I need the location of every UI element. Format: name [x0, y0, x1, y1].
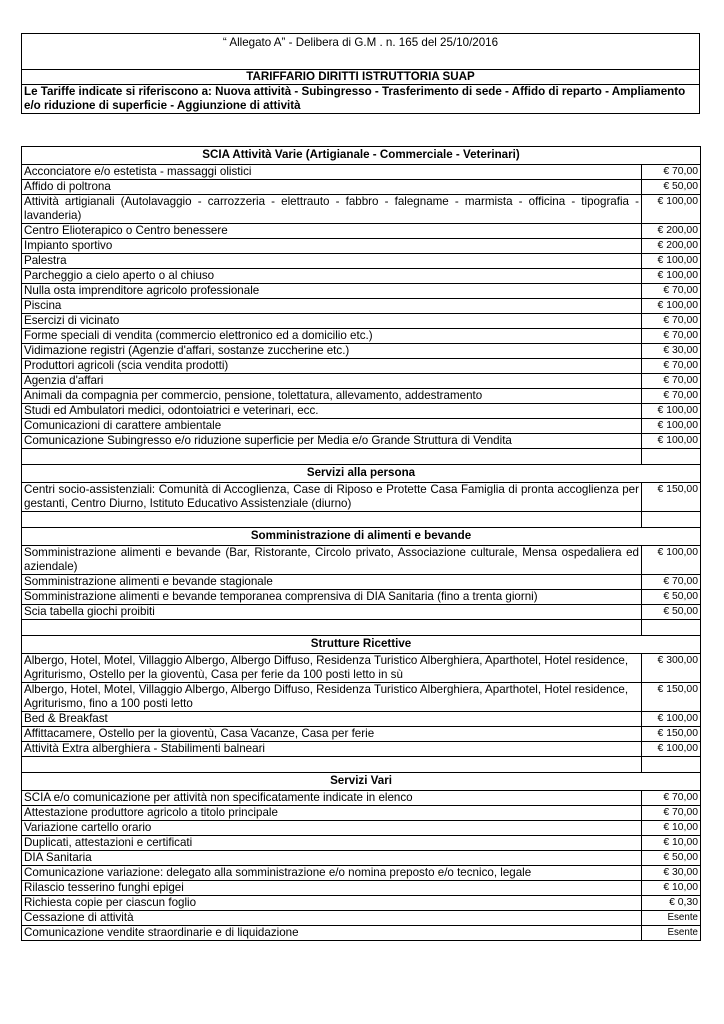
- fee-description: Albergo, Hotel, Motel, Villaggio Albergo, Albergo Diffuso, Residenza Turistico Alberghiera, Aparthotel, Hotel residence, Agriturismo, Ostello per la gioventù, Casa per ferie da 100 posti letto in sù: [22, 654, 642, 683]
- section-title: Somministrazione di alimenti e bevande: [22, 528, 701, 546]
- fee-amount: € 300,00: [642, 654, 701, 683]
- fee-amount: € 50,00: [642, 605, 701, 620]
- table-row: [22, 195, 701, 224]
- empty-cell: [642, 757, 701, 773]
- fee-amount: € 100,00: [642, 404, 701, 419]
- fee-amount: € 10,00: [642, 881, 701, 896]
- fee-amount: € 70,00: [642, 791, 701, 806]
- tariff-table: [21, 146, 701, 941]
- table-row: [22, 404, 701, 419]
- allegato-line: “ Allegato A” - Delibera di G.M . n. 165 del 25/10/2016: [22, 34, 700, 70]
- table-row: [22, 254, 701, 269]
- fee-description: Studi ed Ambulatori medici, odontoiatrici e veterinari, ecc.: [22, 404, 642, 419]
- table-row: [22, 314, 701, 329]
- section-header-row: [22, 147, 701, 165]
- fee-amount: € 100,00: [642, 299, 701, 314]
- table-row: [22, 926, 701, 941]
- fee-description: Produttori agricoli (scia vendita prodotti): [22, 359, 642, 374]
- fee-amount: € 10,00: [642, 821, 701, 836]
- fee-description: Rilascio tesserino funghi epigei: [22, 881, 642, 896]
- fee-amount: € 70,00: [642, 806, 701, 821]
- fee-description: Piscina: [22, 299, 642, 314]
- table-row: [22, 836, 701, 851]
- fee-amount: € 30,00: [642, 866, 701, 881]
- fee-amount: € 200,00: [642, 224, 701, 239]
- fee-description: Palestra: [22, 254, 642, 269]
- table-row: [22, 269, 701, 284]
- fee-amount: € 70,00: [642, 359, 701, 374]
- fee-description: Cessazione di attività: [22, 911, 642, 926]
- fee-amount: € 70,00: [642, 165, 701, 180]
- table-row: [22, 419, 701, 434]
- fee-description: Impianto sportivo: [22, 239, 642, 254]
- table-row: [22, 359, 701, 374]
- fee-amount: € 150,00: [642, 483, 701, 512]
- table-row: [22, 806, 701, 821]
- table-row: [22, 284, 701, 299]
- section-title: SCIA Attività Varie (Artigianale - Commerciale - Veterinari): [22, 147, 701, 165]
- fee-amount: Esente: [642, 926, 701, 941]
- table-row: [22, 224, 701, 239]
- table-row: [22, 165, 701, 180]
- section-header-row: [22, 528, 701, 546]
- fee-description: Affittacamere, Ostello per la gioventù, Casa Vacanze, Casa per ferie: [22, 727, 642, 742]
- table-row: [22, 881, 701, 896]
- table-row: [22, 821, 701, 836]
- empty-cell: [22, 512, 642, 528]
- section-title: Servizi Vari: [22, 773, 701, 791]
- tariff-body: [22, 147, 701, 941]
- table-row: [22, 911, 701, 926]
- fee-amount: € 70,00: [642, 575, 701, 590]
- table-row: [22, 299, 701, 314]
- fee-description: Richiesta copie per ciascun foglio: [22, 896, 642, 911]
- table-row: [22, 683, 701, 712]
- intro-text: Le Tariffe indicate si riferiscono a: Nuova attività - Subingresso - Trasferimento di sede - Affido di reparto - Ampliamento e/o riduzione di superficie - Aggiunzione di attività: [22, 85, 700, 114]
- fee-amount: € 100,00: [642, 419, 701, 434]
- fee-description: Comunicazione Subingresso e/o riduzione superficie per Media e/o Grande Struttura di Vendita: [22, 434, 642, 449]
- fee-description: Comunicazione variazione: delegato alla somministrazione e/o nomina preposto e/o tecnico, legale: [22, 866, 642, 881]
- table-row: [22, 546, 701, 575]
- fee-amount: € 30,00: [642, 344, 701, 359]
- table-row: [22, 180, 701, 195]
- fee-amount: € 10,00: [642, 836, 701, 851]
- fee-description: Somministrazione alimenti e bevande (Bar, Ristorante, Circolo privato, Associazione culturale, Mensa ospedaliera ed aziendale): [22, 546, 642, 575]
- fee-amount: € 100,00: [642, 712, 701, 727]
- table-row: [22, 590, 701, 605]
- fee-amount: € 100,00: [642, 195, 701, 224]
- section-header-row: [22, 636, 701, 654]
- fee-description: Forme speciali di vendita (commercio elettronico ed a domicilio etc.): [22, 329, 642, 344]
- fee-description: Attestazione produttore agricolo a titolo principale: [22, 806, 642, 821]
- spacer-row: [22, 512, 701, 528]
- fee-amount: € 150,00: [642, 727, 701, 742]
- fee-description: Bed & Breakfast: [22, 712, 642, 727]
- empty-cell: [642, 512, 701, 528]
- table-row: [22, 239, 701, 254]
- fee-amount: € 100,00: [642, 546, 701, 575]
- table-row: [22, 389, 701, 404]
- fee-description: Comunicazioni di carattere ambientale: [22, 419, 642, 434]
- fee-description: Attività Extra alberghiera - Stabilimenti balneari: [22, 742, 642, 757]
- section-header-row: [22, 465, 701, 483]
- fee-amount: € 70,00: [642, 329, 701, 344]
- empty-cell: [22, 757, 642, 773]
- fee-description: Centri socio-assistenziali: Comunità di Accoglienza, Case di Riposo e Protette Casa Famiglia di pronta accoglienza per gestanti, Centro Diurno, Istituto Educativo Assistenziale (diurno): [22, 483, 642, 512]
- fee-amount: € 100,00: [642, 742, 701, 757]
- table-row: [22, 329, 701, 344]
- document-title: TARIFFARIO DIRITTI ISTRUTTORIA SUAP: [22, 70, 700, 85]
- fee-description: Parcheggio a cielo aperto o al chiuso: [22, 269, 642, 284]
- table-row: [22, 654, 701, 683]
- spacer-row: [22, 757, 701, 773]
- empty-cell: [22, 620, 642, 636]
- fee-amount: € 100,00: [642, 269, 701, 284]
- fee-description: Centro Elioterapico o Centro benessere: [22, 224, 642, 239]
- fee-description: Agenzia d'affari: [22, 374, 642, 389]
- table-row: [22, 712, 701, 727]
- table-row: [22, 896, 701, 911]
- document-header: [21, 33, 700, 114]
- fee-description: Scia tabella giochi proibiti: [22, 605, 642, 620]
- fee-amount: € 50,00: [642, 590, 701, 605]
- table-row: [22, 374, 701, 389]
- fee-description: Acconciatore e/o estetista - massaggi olistici: [22, 165, 642, 180]
- fee-amount: € 70,00: [642, 374, 701, 389]
- fee-description: Somministrazione alimenti e bevande temporanea comprensiva di DIA Sanitaria (fino a trenta giorni): [22, 590, 642, 605]
- fee-description: Duplicati, attestazioni e certificati: [22, 836, 642, 851]
- fee-description: SCIA e/o comunicazione per attività non specificatamente indicate in elenco: [22, 791, 642, 806]
- fee-amount: € 70,00: [642, 314, 701, 329]
- fee-amount: € 50,00: [642, 851, 701, 866]
- empty-cell: [22, 449, 642, 465]
- table-row: [22, 605, 701, 620]
- fee-description: DIA Sanitaria: [22, 851, 642, 866]
- spacer-row: [22, 620, 701, 636]
- section-title: Strutture Ricettive: [22, 636, 701, 654]
- table-row: [22, 483, 701, 512]
- fee-amount: € 100,00: [642, 254, 701, 269]
- table-row: [22, 344, 701, 359]
- fee-amount: € 150,00: [642, 683, 701, 712]
- fee-amount: € 200,00: [642, 239, 701, 254]
- table-row: [22, 851, 701, 866]
- fee-description: Esercizi di vicinato: [22, 314, 642, 329]
- fee-amount: € 0,30: [642, 896, 701, 911]
- fee-amount: € 100,00: [642, 434, 701, 449]
- empty-cell: [642, 620, 701, 636]
- fee-amount: € 70,00: [642, 284, 701, 299]
- fee-description: Albergo, Hotel, Motel, Villaggio Albergo, Albergo Diffuso, Residenza Turistico Alberghiera, Aparthotel, Hotel residence, Agriturismo, fino a 100 posti letto: [22, 683, 642, 712]
- table-row: [22, 866, 701, 881]
- fee-description: Variazione cartello orario: [22, 821, 642, 836]
- fee-amount: € 70,00: [642, 389, 701, 404]
- table-row: [22, 727, 701, 742]
- spacer-row: [22, 449, 701, 465]
- fee-description: Affido di poltrona: [22, 180, 642, 195]
- section-title: Servizi alla persona: [22, 465, 701, 483]
- fee-description: Comunicazione vendite straordinarie e di liquidazione: [22, 926, 642, 941]
- table-row: [22, 575, 701, 590]
- section-header-row: [22, 773, 701, 791]
- fee-description: Nulla osta imprenditore agricolo professionale: [22, 284, 642, 299]
- fee-description: Animali da compagnia per commercio, pensione, tolettatura, allevamento, addestramento: [22, 389, 642, 404]
- empty-cell: [642, 449, 701, 465]
- fee-description: Attività artigianali (Autolavaggio - carrozzeria - elettrauto - fabbro - falegname - marmista - officina - tipografia - lavanderia): [22, 195, 642, 224]
- table-row: [22, 791, 701, 806]
- fee-description: Vidimazione registri (Agenzie d'affari, sostanze zuccherine etc.): [22, 344, 642, 359]
- fee-amount: € 50,00: [642, 180, 701, 195]
- table-row: [22, 742, 701, 757]
- table-row: [22, 434, 701, 449]
- fee-description: Somministrazione alimenti e bevande stagionale: [22, 575, 642, 590]
- fee-amount: Esente: [642, 911, 701, 926]
